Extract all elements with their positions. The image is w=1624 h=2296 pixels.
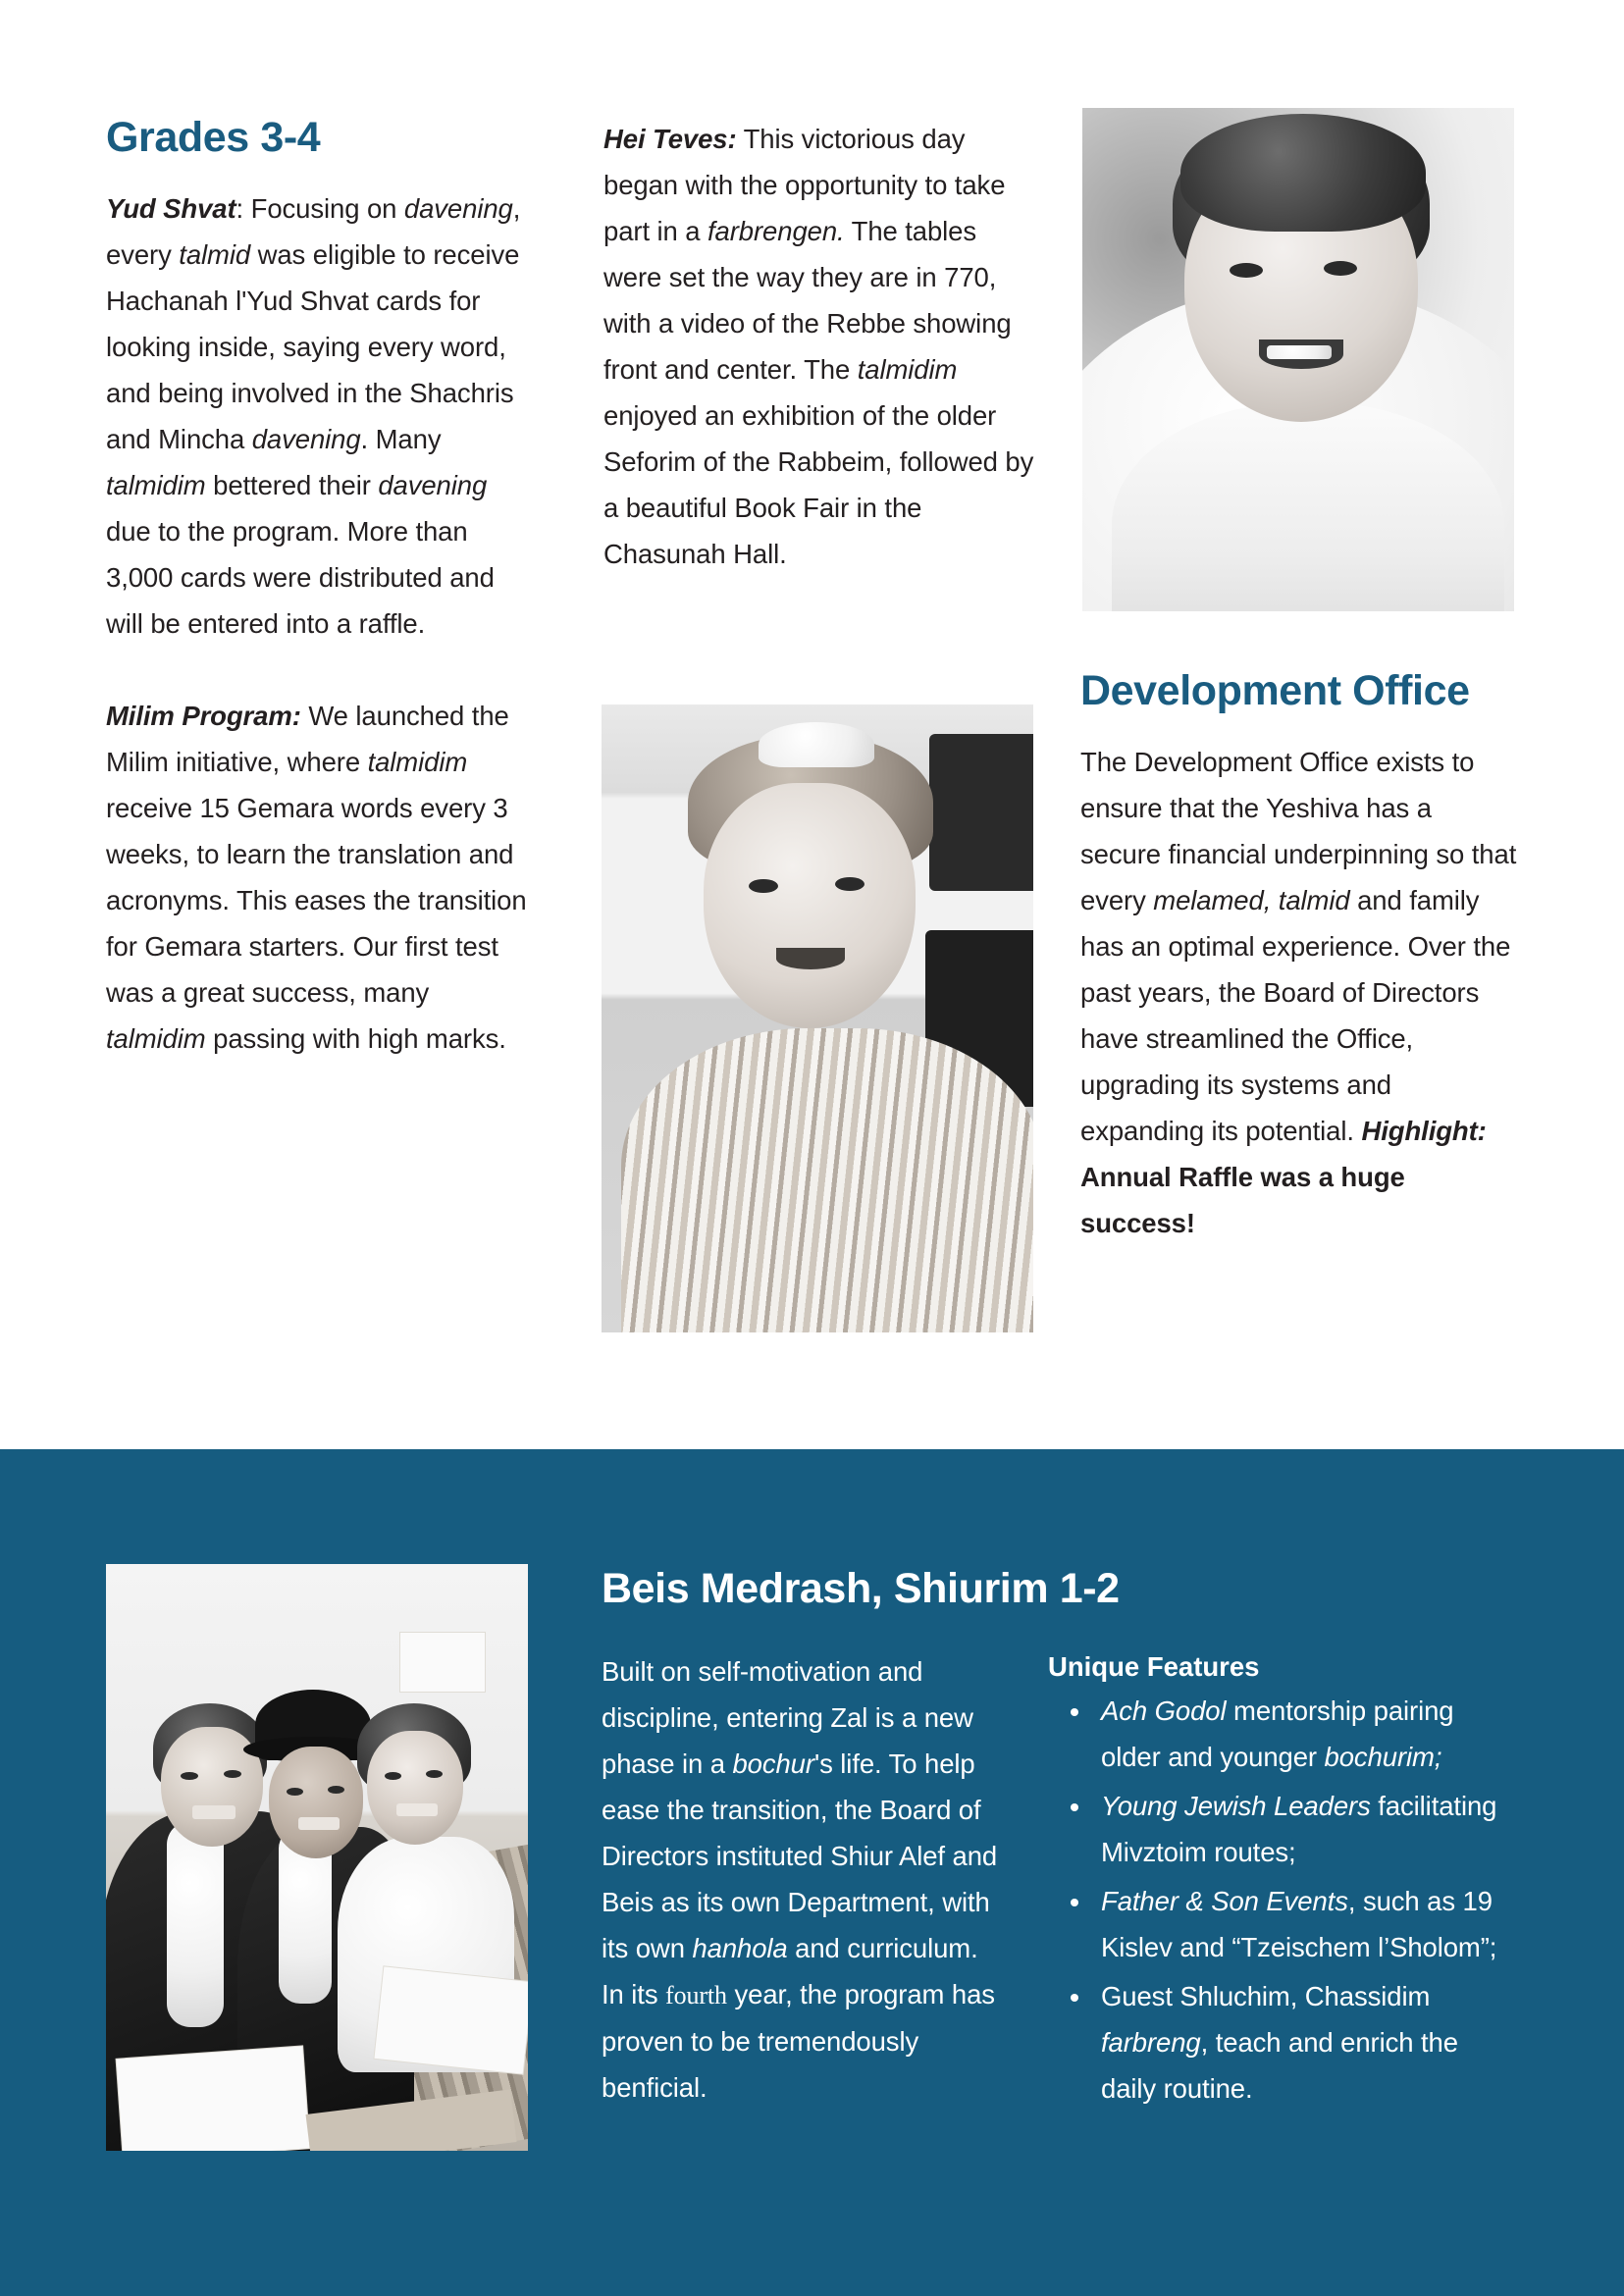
photo-teeth xyxy=(1267,345,1332,359)
photo-bochur3-face xyxy=(367,1731,463,1845)
photo-hair-front xyxy=(1180,114,1426,232)
paragraph-beis-medrash: Built on self-motivation and discipline, entering Zal is a new phase in a bochur's life. To help ease the transition, the Board of Directors instituted Shiur Alef and Beis as its own Department, with its own hanhola and curriculum. In its fourth year, the program has proven to be tremendously benficial. xyxy=(602,1656,998,2103)
photo-bochur1-shirt xyxy=(167,1821,224,2027)
development-office-body xyxy=(1080,739,1518,1246)
paragraph-spacer xyxy=(106,647,536,693)
photo-bookshelf-dark-1 xyxy=(929,734,1033,891)
hei-teves-body xyxy=(603,116,1035,577)
column-unique-features xyxy=(1048,1648,1519,2114)
photo-eye-left xyxy=(1230,263,1263,278)
paragraph-hei-teves: Hei Teves: This victorious day began with the opportunity to take part in a farbrengen. The tables were set the way they are in 770, with a video of the Rebbe showing front and center. The talmidim enjoyed an exhibition of the older Seforim of the Rabbeim, followed by a beautiful Book Fair in the Chasunah Hall. xyxy=(603,124,1034,569)
photo-bochur1-eye-left xyxy=(181,1772,198,1780)
photo-face xyxy=(704,783,916,1028)
blue-section-title-wrap xyxy=(602,1567,1387,1611)
photo-yarmulke xyxy=(759,722,874,767)
photo-bochur2-eye-left xyxy=(287,1788,303,1796)
photo-mouth xyxy=(776,948,845,969)
heading-unique-features: Unique Features xyxy=(1048,1651,1260,1682)
photo-eye-left xyxy=(749,879,778,893)
photo-bochur3-eye-left xyxy=(385,1772,401,1780)
column-beis-medrash-body xyxy=(602,1648,1002,2111)
unique-feature-item: • Guest Shluchim, Chassidim farbreng, teach and enrich the daily routine. xyxy=(1093,1973,1519,2112)
paragraph-yud-shvat: Yud Shvat: Focusing on davening, every talmid was eligible to receive Hachanah l'Yud Shvat cards for looking inside, saying every word, and being involved in the Shachris and Mincha davening. Many talmidim bettered their davening due to the program. More than 3,000 cards were distributed and will be entered into a raffle. xyxy=(106,193,521,640)
boy-striped-shirt-photo xyxy=(602,704,1033,1332)
unique-feature-item: • Father & Son Events, such as 19 Kislev and “Tzeischem l’Sholom”; xyxy=(1093,1878,1519,1970)
unique-feature-item: • Young Jewish Leaders facilitating Mivztoim routes; xyxy=(1093,1783,1519,1875)
unique-features-list xyxy=(1048,1688,1519,2112)
grades-3-4-body xyxy=(106,185,536,1062)
photo-bochur3-smile xyxy=(396,1803,438,1816)
column-development-office xyxy=(1080,669,1518,1246)
photo-bochur2-smile xyxy=(298,1817,340,1830)
photo-bochur1-smile xyxy=(192,1805,236,1819)
heading-development-office: Development Office xyxy=(1080,667,1470,714)
photo-bochur1-eye-right xyxy=(224,1770,241,1778)
smiling-boy-portrait-photo xyxy=(1082,108,1514,611)
photo-eye-right xyxy=(835,877,864,891)
photo-eye-right xyxy=(1324,261,1357,276)
photo-bochur2-eye-right xyxy=(328,1786,344,1794)
column-grades-3-4 xyxy=(106,116,536,1062)
three-bochurim-learning-photo xyxy=(106,1564,528,2151)
photo-bochur3-eye-right xyxy=(426,1770,443,1778)
beis-medrash-body xyxy=(602,1648,1002,2111)
column-hei-teves xyxy=(603,116,1035,577)
paragraph-milim-program: Milim Program: We launched the Milim initiative, where talmidim receive 15 Gemara words every 3 weeks, to learn the translation and acronyms. This eases the transition for Gemara starters. Our first test was a great success, many talmidim passing with high marks. xyxy=(106,701,527,1055)
photo-wall-panel xyxy=(400,1633,485,1692)
heading-grades-3-4: Grades 3-4 xyxy=(106,114,321,161)
paragraph-development-office: The Development Office exists to ensure that the Yeshiva has a secure financial underpinning so that every melamed, talmid and family has an optimal experience. Over the past years, the Board of Directors have streamlined the Office, upgrading its systems and expanding its potential. Highlight: Annual Raffle was a huge success! xyxy=(1080,747,1517,1239)
photo-striped-shirt xyxy=(621,1028,1033,1332)
photo-paper-2 xyxy=(375,1966,528,2073)
photo-paper-1 xyxy=(117,2046,310,2151)
unique-feature-item: • Ach Godol mentorship pairing older and younger bochurim; xyxy=(1093,1688,1519,1780)
heading-beis-medrash: Beis Medrash, Shiurim 1-2 xyxy=(602,1565,1120,1612)
photo-bochur2-face xyxy=(269,1747,363,1858)
